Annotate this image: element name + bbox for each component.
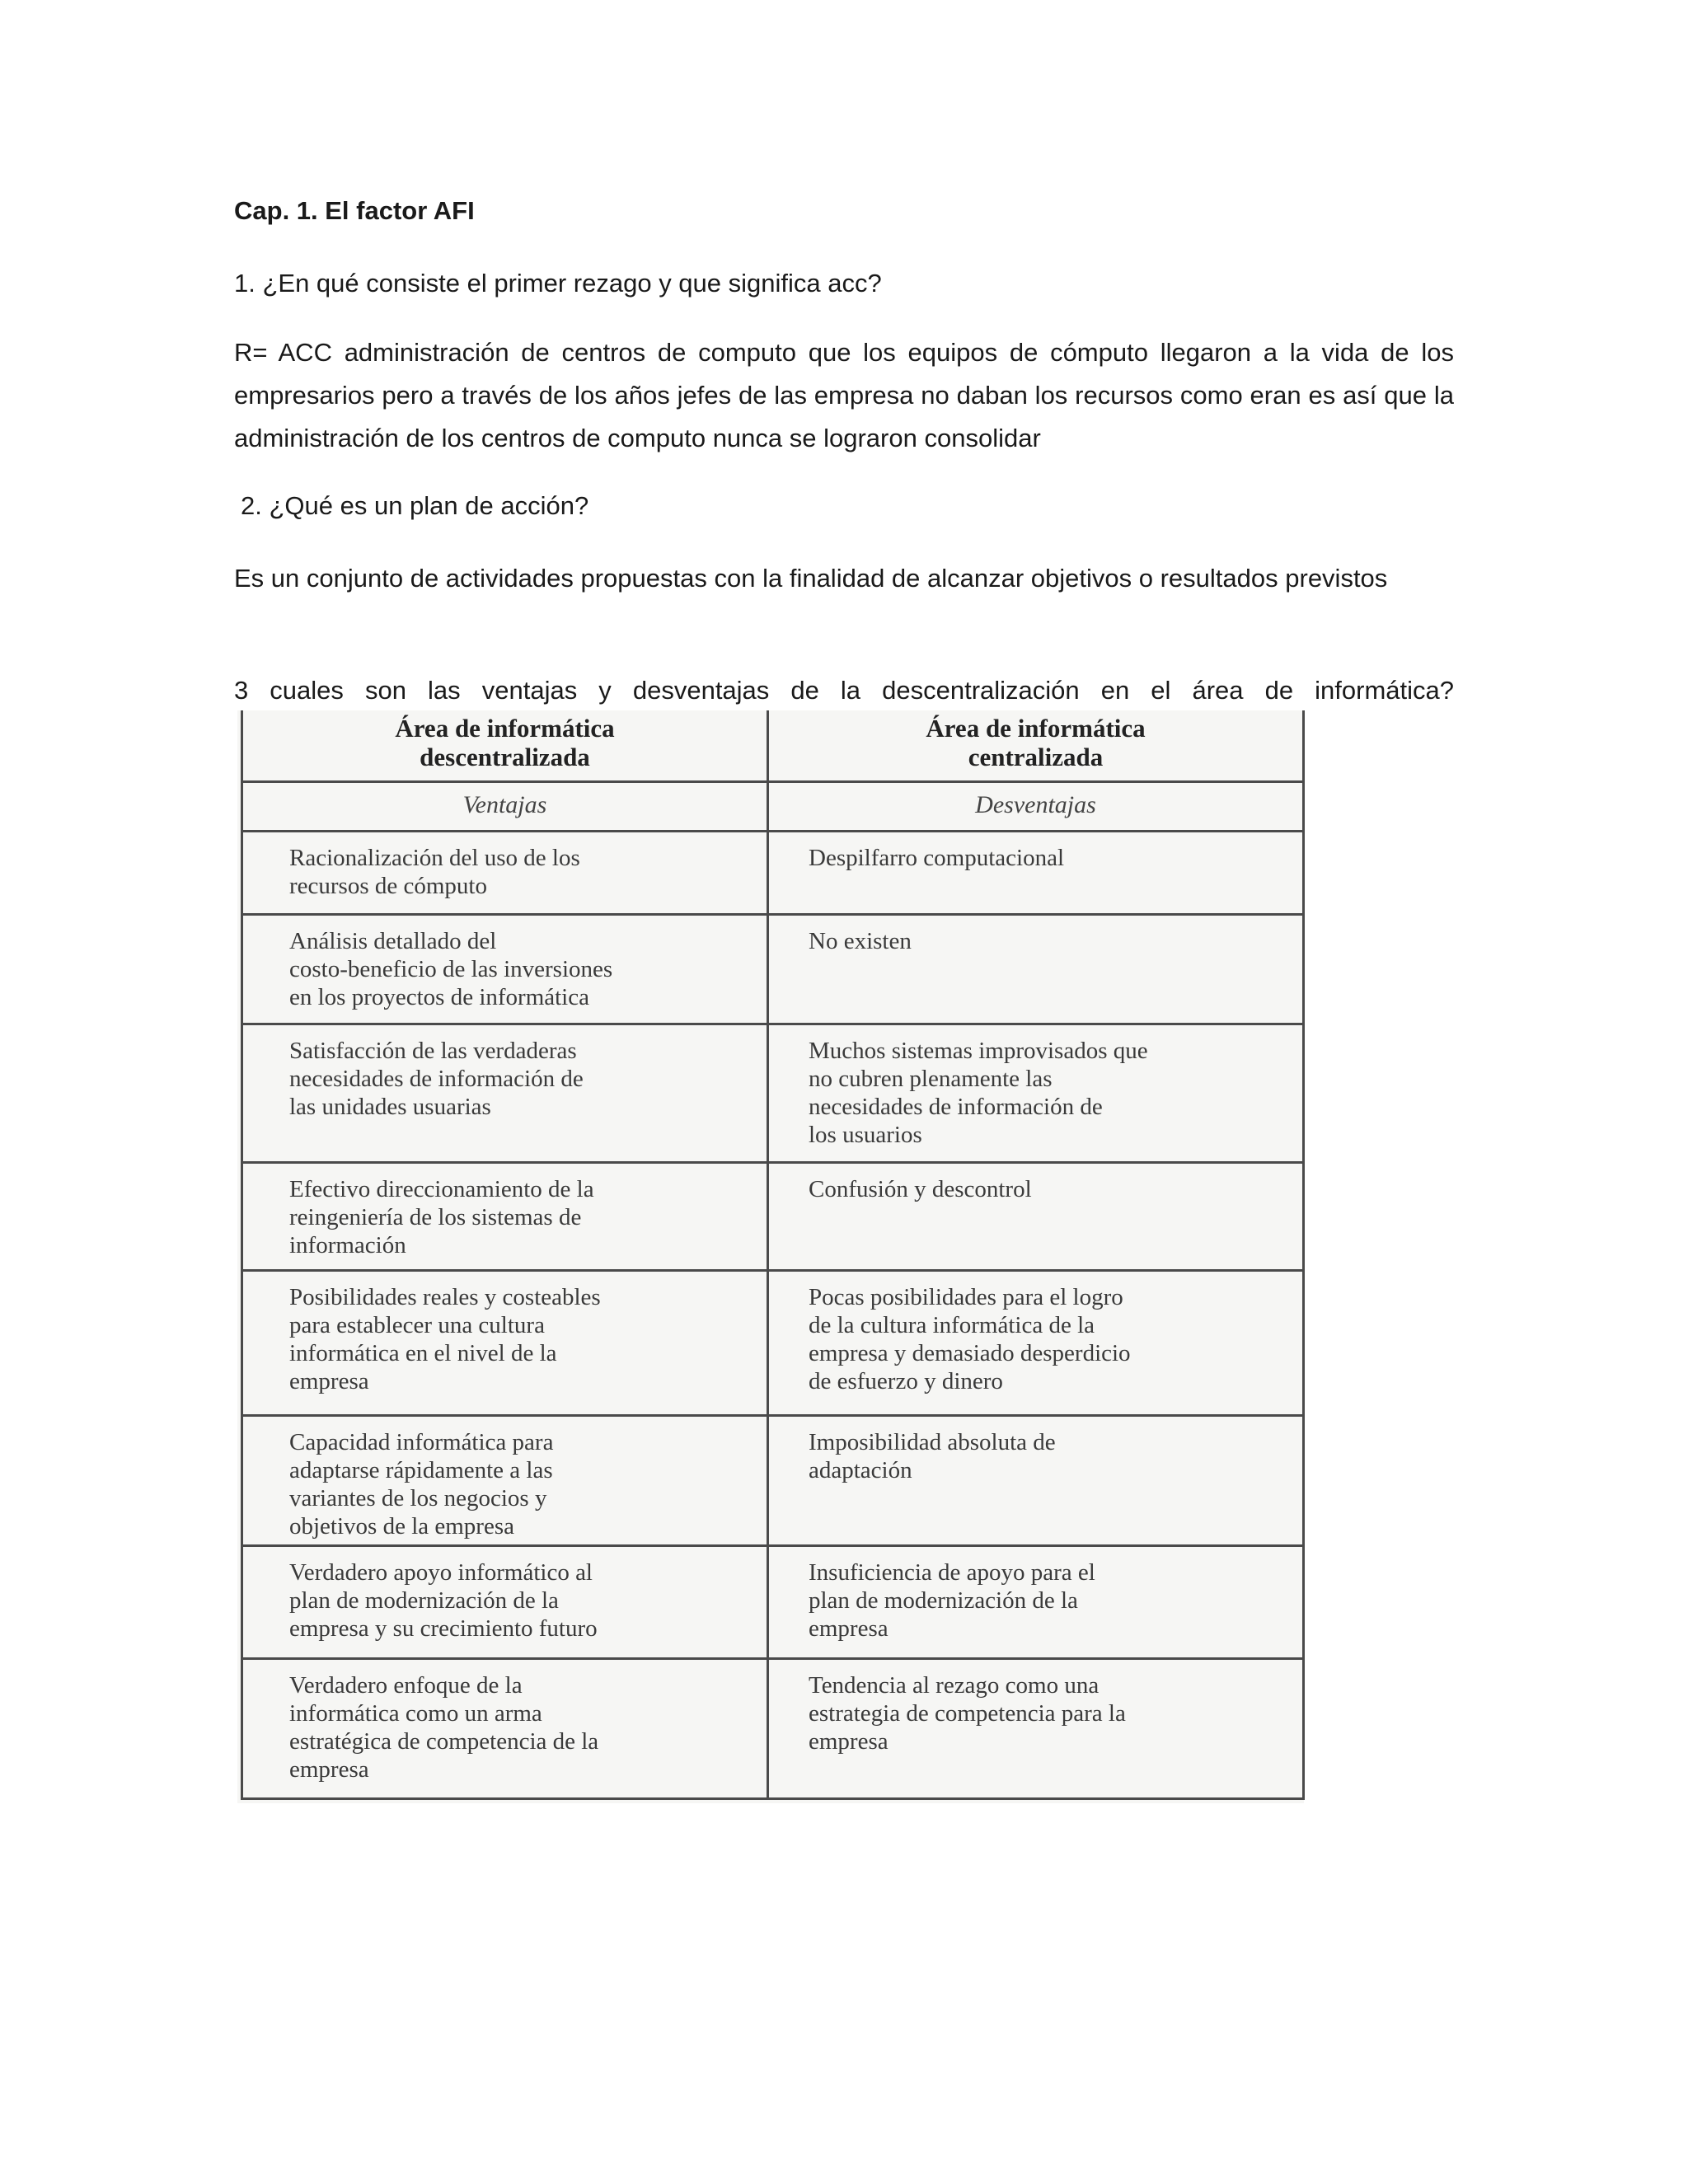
advantage-cell: Satisfacción de las verdaderas necesidades de información de las unidades usuarias bbox=[242, 1024, 768, 1162]
table-row bbox=[242, 914, 1304, 1024]
advantage-cell: Posibilidades reales y costeables para establecer una cultura informática en el nivel de la empresa bbox=[242, 1270, 768, 1415]
subheader-advantages: Ventajas bbox=[242, 781, 768, 831]
chapter-title: Cap. 1. El factor AFI bbox=[234, 196, 475, 225]
header-decentralized: Área de informática descentralizada bbox=[242, 710, 768, 781]
question-3: 3 cuales son las ventajas y desventajas de la descentralización en el área de informática? bbox=[234, 676, 1454, 705]
table-row bbox=[242, 1162, 1304, 1270]
comparison-table bbox=[241, 710, 1305, 1800]
subheader-disadvantages: Desventajas bbox=[768, 781, 1304, 831]
advantage-cell: Efectivo direccionamiento de la reingeniería de los sistemas de información bbox=[242, 1162, 768, 1270]
table-row bbox=[242, 1658, 1304, 1798]
advantage-cell: Verdadero apoyo informático al plan de modernización de la empresa y su crecimiento futuro bbox=[242, 1546, 768, 1658]
advantage-cell: Verdadero enfoque de la informática como un arma estratégica de competencia de la empresa bbox=[242, 1658, 768, 1798]
answer-1: R= ACC administración de centros de computo que los equipos de cómputo llegaron a la vida de los empresarios pero a través de los años jefes de las empresa no daban los recursos como eran es así que la administración de los centros de computo nunca se lograron consolidar bbox=[234, 338, 1454, 452]
question-2: 2. ¿Qué es un plan de acción? bbox=[241, 491, 589, 520]
table-row bbox=[242, 831, 1304, 914]
disadvantage-cell: No existen bbox=[768, 914, 1304, 1024]
disadvantage-cell: Despilfarro computacional bbox=[768, 831, 1304, 914]
disadvantage-cell: Pocas posibilidades para el logro de la cultura informática de la empresa y demasiado desperdicio de esfuerzo y dinero bbox=[768, 1270, 1304, 1415]
disadvantage-cell: Confusión y descontrol bbox=[768, 1162, 1304, 1270]
header-centralized: Área de informática centralizada bbox=[768, 710, 1304, 781]
answer-2: Es un conjunto de actividades propuestas con la finalidad de alcanzar objetivos o resultados previstos bbox=[234, 564, 1388, 593]
table-header-row bbox=[242, 710, 1304, 781]
table-row bbox=[242, 1546, 1304, 1658]
advantage-cell: Capacidad informática para adaptarse rápidamente a las variantes de los negocios y objetivos de la empresa bbox=[242, 1416, 768, 1546]
comparison-table-image bbox=[237, 710, 1304, 1803]
disadvantage-cell: Insuficiencia de apoyo para el plan de modernización de la empresa bbox=[768, 1546, 1304, 1658]
advantage-cell: Racionalización del uso de los recursos de cómputo bbox=[242, 831, 768, 914]
disadvantage-cell: Muchos sistemas improvisados que no cubren plenamente las necesidades de información de los usuarios bbox=[768, 1024, 1304, 1162]
advantage-cell: Análisis detallado del costo-beneficio de las inversiones en los proyectos de informática bbox=[242, 914, 768, 1024]
question-1: 1. ¿En qué consiste el primer rezago y que significa acc? bbox=[234, 269, 882, 298]
table-subheader-row bbox=[242, 781, 1304, 831]
table-row bbox=[242, 1270, 1304, 1415]
table-row bbox=[242, 1024, 1304, 1162]
disadvantage-cell: Tendencia al rezago como una estrategia de competencia para la empresa bbox=[768, 1658, 1304, 1798]
disadvantage-cell: Imposibilidad absoluta de adaptación bbox=[768, 1416, 1304, 1546]
table-row bbox=[242, 1416, 1304, 1546]
